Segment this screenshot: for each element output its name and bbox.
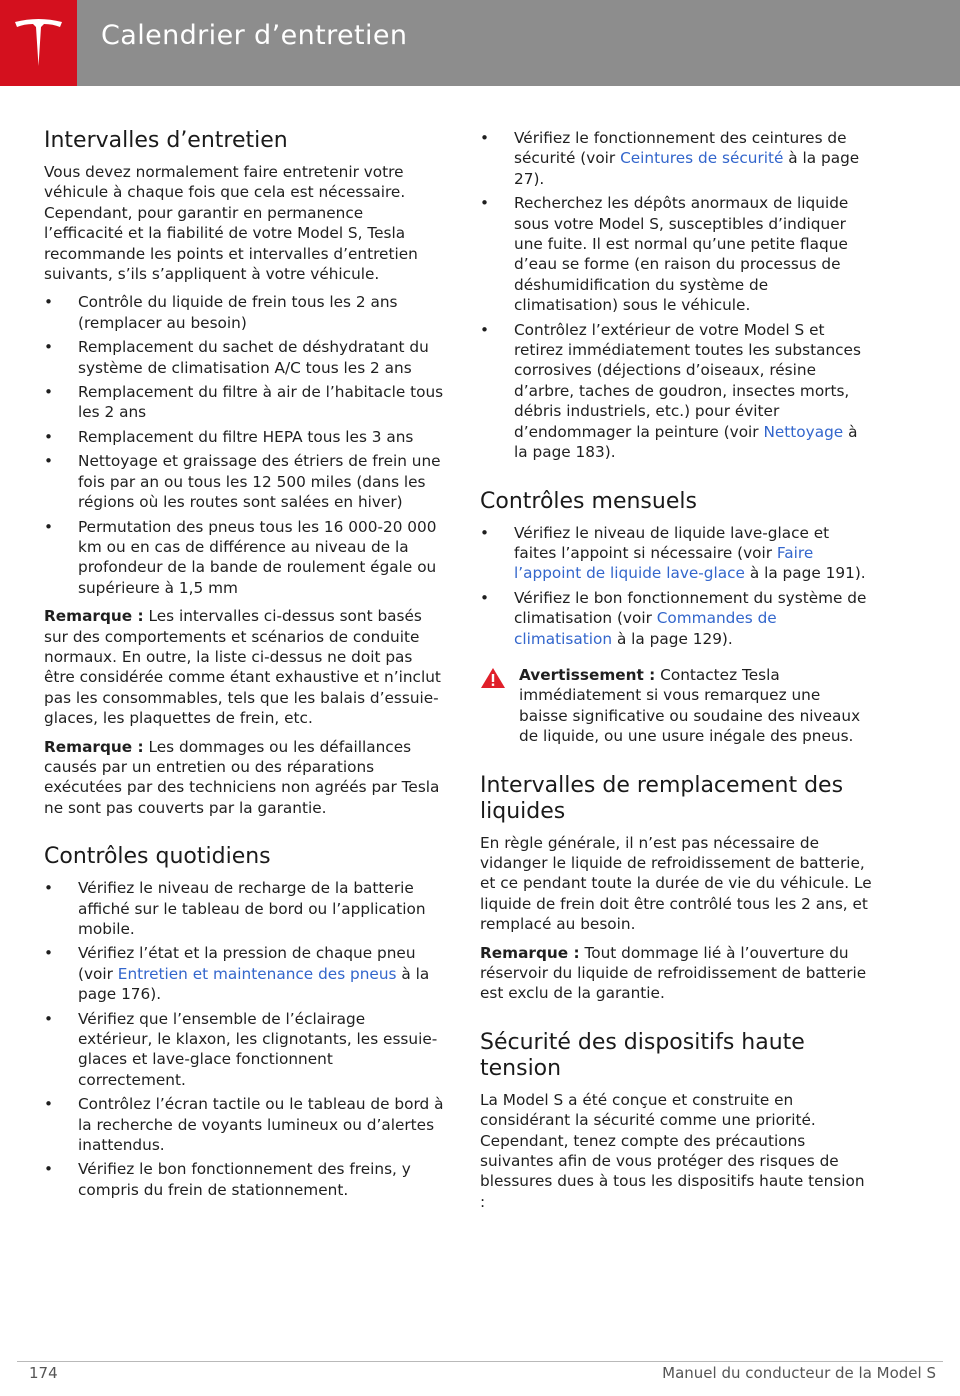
- text: Vérifiez l’état et la pression de chaque pneu (voir: [78, 944, 416, 983]
- note-label: Remarque :: [44, 607, 144, 626]
- list-item: [480, 523, 872, 584]
- paragraph: En règle générale, il n’est pas nécessaire de vidanger le liquide de refroidissement de batterie, et ce pendant toute la durée de vie du véhicule. Le liquide de frein doit être contrôlé tous les 2 ans, et remplacé au besoin.: [480, 833, 872, 934]
- note-text: Les dommages ou les défaillances causés par un entretien ou des réparations exécutées par des techniciens non agréés par Tesla ne sont pas couverts par la garantie.: [44, 737, 440, 817]
- left-column: [44, 128, 444, 1208]
- list-item: • Permutation des pneus tous les 16 000-20 000 km ou en cas de différence au niveau de la profondeur de la bande de roulement égale ou supérieure à 1,5 mm: [44, 517, 444, 599]
- text: Vérifiez le niveau de liquide lave-glace et faites l’appoint si nécessaire (voir: [514, 523, 830, 562]
- section-heading: Sécurité des dispositifs haute tension: [480, 1029, 805, 1081]
- page-title: Calendrier d’entretien: [101, 20, 408, 51]
- warning-text: Contactez Tesla immédiatement si vous remarquez une baisse significative ou soudaine des niveaux de liquide, ou une usure inégale des pneus.: [519, 665, 861, 746]
- list-item: • Remplacement du filtre à air de l’habitacle tous les 2 ans: [44, 382, 444, 423]
- list-item: • Vérifiez le niveau de recharge de la batterie affiché sur le tableau de bord ou l’application mobile.: [44, 878, 444, 939]
- text: à la page 183).: [514, 422, 858, 462]
- list-item: [44, 943, 444, 1004]
- paragraph: Vous devez normalement faire entretenir votre véhicule à chaque fois que cela est nécessaire. Cependant, pour garantir en permanence l’efficacité et la fiabilité de votre Model S, Tesla recommande les points et intervalles d’entretien suivants, s’ils s’appliquent à votre véhicule.: [44, 163, 418, 284]
- note-label: Remarque :: [44, 737, 144, 756]
- warning-label: Avertissement :: [519, 665, 656, 684]
- daily-checks-list: [44, 878, 444, 1200]
- note: [44, 737, 444, 819]
- text: à la page 129).: [612, 629, 733, 648]
- link-cleaning[interactable]: Nettoyage: [763, 422, 844, 441]
- text: Contrôlez l’extérieur de votre Model S et retirez immédiatement toutes les substances corrosives (déjections d’oiseaux, résine d’arbre, taches de goudron, insectes morts, débris industriels, etc.) pour éviter d’endommager la peinture (voir: [514, 320, 861, 441]
- list-item: • Contrôle du liquide de frein tous les 2 ans (remplacer au besoin): [44, 292, 444, 333]
- tesla-logo-icon: [13, 18, 64, 68]
- list-item: [480, 128, 872, 189]
- section-heading: Intervalles de remplacement des liquides: [480, 772, 844, 824]
- list-item: • Contrôlez l’écran tactile ou le tableau de bord à la recherche de voyants lumineux ou d’alertes inattendus.: [44, 1094, 444, 1155]
- list-item: • Recherchez les dépôts anormaux de liquide sous votre Model S, susceptibles d’indiquer une fuite. Il est normal qu’une petite flaque d’eau se forme (en raison du processus de déshumidification du système de climatisation) sous le véhicule.: [480, 193, 872, 315]
- link-seat-belts[interactable]: Ceintures de sécurité: [620, 149, 784, 168]
- footer-title: Manuel du conducteur de la Model S: [662, 1364, 936, 1382]
- list-item: • Nettoyage et graissage des étriers de frein une fois par an ou tous les 12 500 miles (dans les régions où les routes sont salées en hiver): [44, 451, 444, 512]
- note-text: Les intervalles ci-dessus sont basés sur des comportements et scénarios de conduite normaux. En outre, la liste ci-dessus ne doit pas être considérée comme étant exhaustive et n’inclut pas les consommables, tels que les balais d’essuie-glaces, les plaquettes de frein, etc.: [44, 607, 441, 728]
- maintenance-list: [44, 292, 444, 598]
- monthly-checks-list: [480, 523, 872, 649]
- link-washer-fluid[interactable]: Faire l’appoint de liquide lave-glace: [514, 543, 814, 583]
- text: Vérifiez le fonctionnement des ceintures de sécurité (voir: [514, 129, 847, 168]
- note: [480, 943, 872, 1004]
- list-item: • Remplacement du filtre HEPA tous les 3 ans: [44, 427, 444, 447]
- paragraph: La Model S a été conçue et construite en considérant la sécurité comme une priorité. Cependant, tenez compte des précautions suivantes afin de vous protéger des risques de blessures dues à tous les dispositifs haute tension :: [480, 1090, 865, 1211]
- list-item: [480, 588, 872, 649]
- daily-checks-list-continued: [480, 128, 872, 463]
- note: [44, 606, 444, 728]
- text: à la page 27).: [514, 149, 860, 188]
- right-column: [480, 128, 872, 1220]
- warning-box: [480, 665, 872, 747]
- section-heading: Contrôles quotidiens: [44, 844, 271, 870]
- page-header: [0, 0, 960, 86]
- list-item: • Remplacement du sachet de déshydratant du système de climatisation A/C tous les 2 ans: [44, 337, 444, 378]
- text: à la page 176).: [78, 964, 430, 1004]
- list-item: • Vérifiez que l’ensemble de l’éclairage extérieur, le klaxon, les clignotants, les essuie-glaces et lave-glace fonctionnent correctement.: [44, 1009, 444, 1091]
- link-tire-care[interactable]: Entretien et maintenance des pneus: [117, 964, 397, 983]
- list-item: [480, 320, 872, 463]
- note-label: Remarque :: [480, 943, 580, 962]
- footer-divider: [17, 1361, 943, 1362]
- note-text: Tout dommage lié à l’ouverture du réservoir du liquide de refroidissement de batterie est exclu de la garantie.: [480, 943, 867, 1003]
- section-heading: Contrôles mensuels: [480, 488, 697, 514]
- link-climate-controls[interactable]: Commandes de climatisation: [514, 609, 777, 648]
- text: à la page 191).: [744, 564, 866, 583]
- warning-icon: [480, 667, 506, 689]
- section-heading: Intervalles d’entretien: [44, 128, 288, 153]
- list-item: • Vérifiez le bon fonctionnement des freins, y compris du frein de stationnement.: [44, 1159, 444, 1200]
- page-number: 174: [29, 1364, 58, 1382]
- text: Vérifiez le bon fonctionnement du système de climatisation (voir: [514, 588, 867, 628]
- logo-box: [0, 0, 77, 86]
